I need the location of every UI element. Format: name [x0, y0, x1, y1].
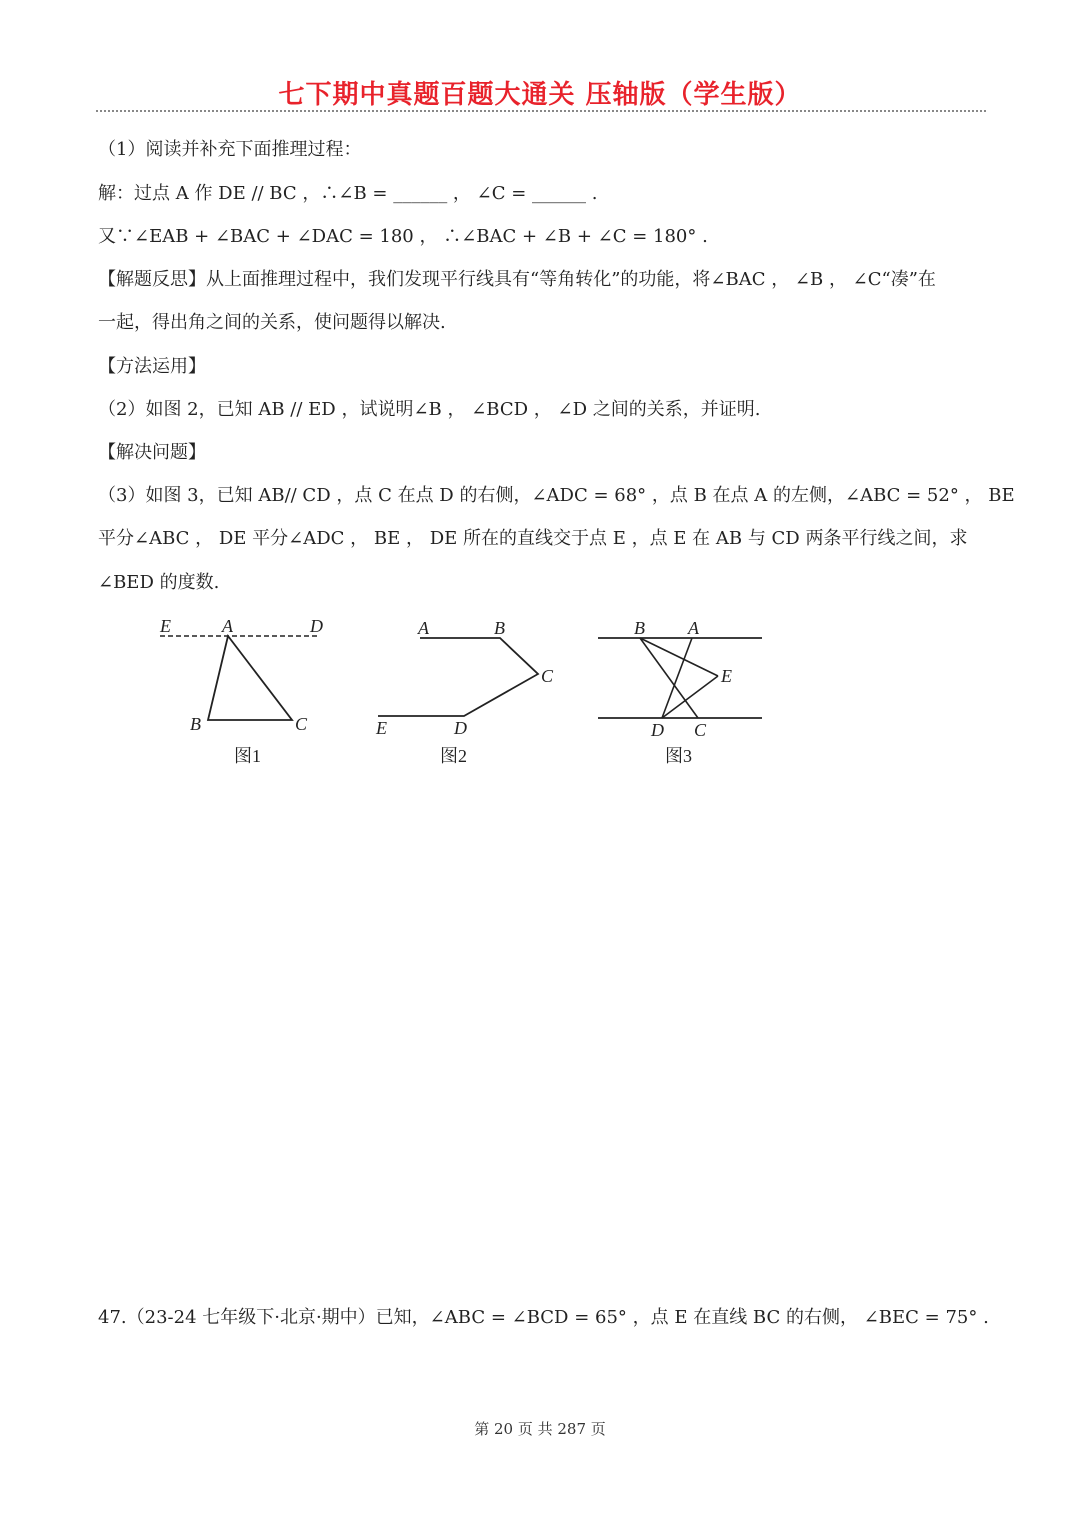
figure-1 [159, 616, 323, 766]
figure-3 [598, 618, 762, 766]
text-line: （1）阅读并补充下面推理过程： [98, 139, 362, 160]
page-header-title: 七下期中真题百题大通关 压轴版（学生版） [278, 80, 802, 110]
fig2-caption: 图2 [440, 746, 467, 766]
page-footer: 第 20 页 共 287 页 [474, 1420, 606, 1438]
fig1-triangle [208, 636, 292, 720]
text-line: （2）如图 2，已知 AB // ED ，试说明∠B ， ∠BCD ， ∠D 之间的关系，并证明. [98, 399, 761, 420]
fig1-label-e: E [160, 616, 171, 636]
fig3-label-a: A [688, 618, 699, 638]
fig3-label-d: D [651, 720, 664, 740]
fig3-caption: 图3 [665, 746, 692, 766]
header-divider [96, 110, 986, 112]
text-line: 一起，得出角之间的关系，使问题得以解决. [98, 312, 446, 333]
text-line: 平分∠ABC ， DE 平分∠ADC ， BE ， DE 所在的直线交于点 E ，点 E 在 AB 与 CD 两条平行线之间，求 [98, 528, 968, 549]
fig2-label-b: B [494, 618, 505, 638]
text-line: ∠BED 的度数. [98, 572, 220, 593]
fig1-label-d: D [310, 616, 323, 636]
fig2-label-c: C [541, 666, 554, 686]
fig1-caption: 图1 [234, 746, 261, 766]
fig2-label-d: D [454, 718, 467, 738]
figure-2 [375, 618, 554, 766]
fig3-label-b: B [634, 618, 645, 638]
fig1-label-a: A [222, 616, 233, 636]
fig2-path [378, 638, 538, 716]
text-line: 【解题反思】从上面推理过程中，我们发现平行线具有“等角转化”的功能，将∠BAC ， ∠B ， ∠C“凑”在 [98, 269, 936, 290]
text-line: 【解决问题】 [98, 442, 206, 463]
question-47: 47.（23-24 七年级下·北京·期中）已知，∠ABC = ∠BCD = 65° ，点 E 在直线 BC 的右侧， ∠BEC = 75° . [98, 1307, 989, 1328]
fig2-label-e: E [376, 718, 387, 738]
text-line: 解：过点 A 作 DE // BC ，∴∠B = ______ ， ∠C = ______ . [98, 183, 598, 204]
fig2-label-a: A [418, 618, 429, 638]
fig3-label-c: C [694, 720, 707, 740]
text-line: （3）如图 3，已知 AB// CD ，点 C 在点 D 的右侧，∠ADC = 68° ，点 B 在点 A 的左侧，∠ABC = 52° ， BE [98, 485, 1015, 506]
fig1-label-c: C [295, 714, 308, 734]
text-line: 又∵∠EAB + ∠BAC + ∠DAC = 180 ， ∴∠BAC + ∠B + ∠C = 180° . [98, 226, 708, 247]
text-line: 【方法运用】 [98, 356, 206, 377]
fig3-label-e: E [721, 666, 732, 686]
fig3-line-bc [640, 638, 698, 718]
fig3-line-be [640, 638, 718, 676]
fig1-label-b: B [190, 714, 201, 734]
figures-area [0, 600, 1080, 780]
